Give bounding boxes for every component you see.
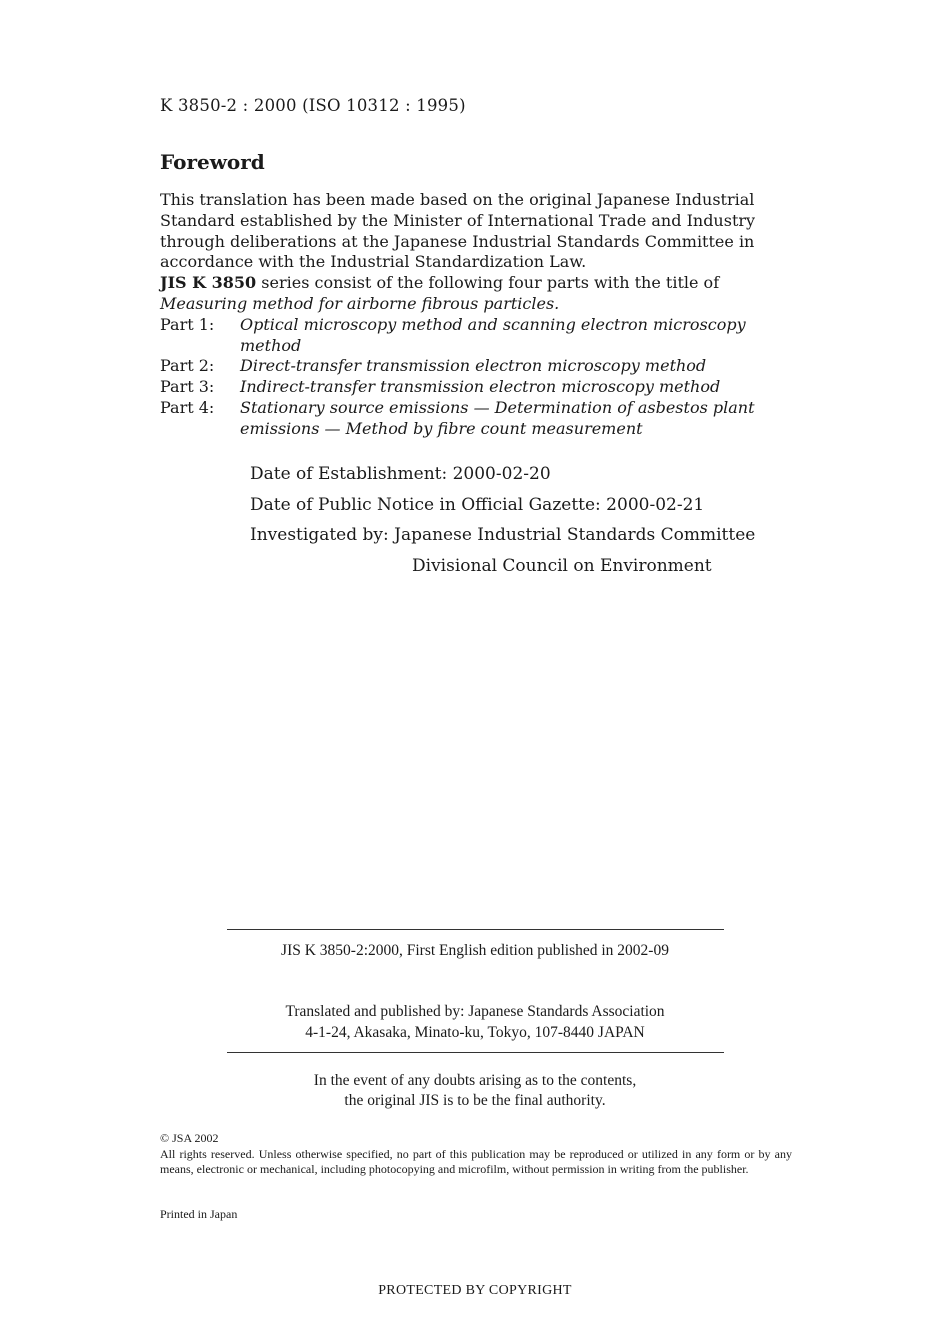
part-label: Part 3: — [160, 377, 215, 397]
publisher-address: 4-1-24, Akasaka, Minato-ku, Tokyo, 107-8440 JAPAN — [305, 1024, 645, 1041]
part-item — [160, 377, 800, 398]
series-title: Measuring method for airborne fibrous particles. — [160, 293, 560, 313]
dates-block — [250, 459, 755, 581]
divisional-council: Divisional Council on Environment — [412, 555, 712, 576]
part-title: Stationary source emissions — Determination of asbestos plant emissions — Method by fibre count measurement — [240, 397, 755, 438]
series-text: series consist of the following four parts with the title of — [256, 273, 720, 293]
investigated-by: Investigated by: Japanese Industrial Standards Committee — [250, 525, 756, 545]
publisher-block — [0, 1001, 950, 1043]
divider-line — [227, 1052, 724, 1053]
series-sentence — [160, 273, 800, 315]
parts-list — [160, 315, 800, 440]
establishment-date: Date of Establishment: 2000-02-20 — [250, 464, 551, 484]
part-item — [160, 315, 800, 357]
foreword-body — [160, 190, 800, 440]
copyright-block — [160, 1131, 792, 1178]
protected-footer: PROTECTED BY COPYRIGHT — [378, 1283, 572, 1298]
divider-line — [227, 929, 724, 930]
part-item — [160, 356, 800, 377]
part-title: Indirect-transfer transmission electron microscopy method — [240, 377, 721, 397]
edition-statement: JIS K 3850-2:2000, First English edition published in 2002-09 — [281, 942, 669, 959]
public-notice-date: Date of Public Notice in Official Gazette: 2000-02-21 — [250, 494, 705, 515]
part-title: Optical microscopy method and scanning electron microscopy method — [240, 314, 746, 355]
copyright-notice: © JSA 2002 — [160, 1131, 219, 1145]
document-designation: K 3850-2 : 2000 (ISO 10312 : 1995) — [160, 96, 466, 115]
foreword-title: Foreword — [160, 150, 265, 174]
part-label: Part 1: — [160, 314, 215, 334]
part-item — [160, 398, 800, 440]
authority-line: the original JIS is to be the final authority. — [344, 1092, 606, 1109]
foreword-paragraph: This translation has been made based on the original Japanese Industrial Standard established by the Minister of International Trade and Industry through deliberations at the Japanese Industrial Standards Committee in accordance with the Industrial Standardization Law. — [160, 190, 756, 272]
authority-note — [0, 1071, 950, 1111]
authority-line: In the event of any doubts arising as to the contents, — [313, 1072, 637, 1089]
publisher-name: Translated and published by: Japanese Standards Association — [285, 1003, 665, 1020]
part-label: Part 4: — [160, 397, 215, 417]
part-title: Direct-transfer transmission electron microscopy method — [240, 356, 707, 376]
rights-statement: All rights reserved. Unless otherwise specified, no part of this publication may be reproduced or utilized in any form or by any means, electronic or mechanical, including photocopying and microfilm, without permission in writing from the publisher. — [160, 1146, 792, 1176]
series-designation: JIS K 3850 — [160, 273, 257, 293]
printed-in: Printed in Japan — [160, 1207, 238, 1221]
part-label: Part 2: — [160, 356, 215, 376]
